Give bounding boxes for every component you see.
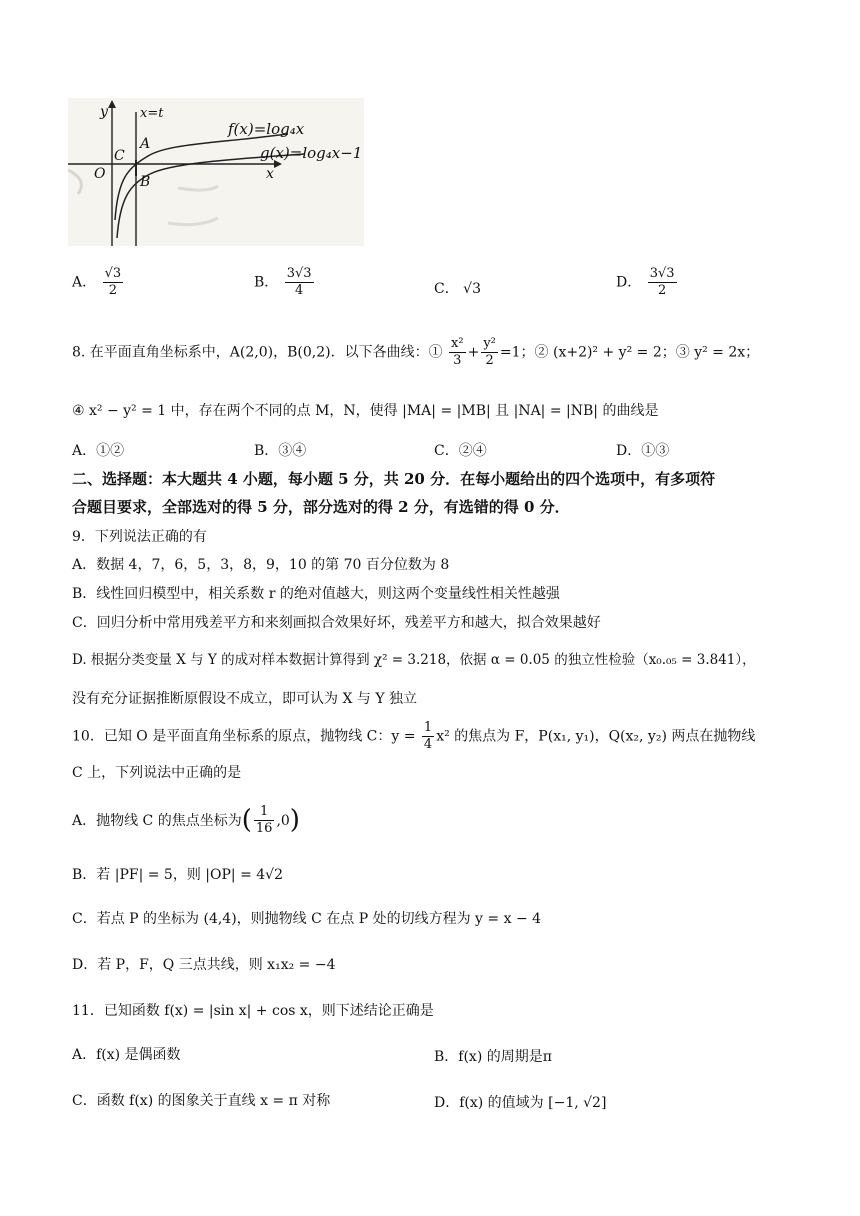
numerator: y² [483, 336, 496, 351]
q8-stem-line1: 8. 在平面直角坐标系中，A(2,0)，B(0,2)．以下各曲线：① $\frac{\text{x²}}{3}$ + $\frac{\text{y²}}{2}$ =1；② (x+2)² + y² = 2；③ y² = 2x； [72, 336, 760, 368]
q7-option-a [72, 266, 125, 299]
fraction [449, 336, 466, 369]
fraction [481, 336, 498, 369]
fraction [285, 266, 314, 299]
denominator: 4 [423, 737, 433, 752]
q7-option-d [616, 266, 679, 299]
numerator: 1 [254, 804, 275, 821]
q8-option-d: D．①③ [616, 443, 670, 459]
option-label: A． [72, 274, 97, 291]
q10-a-tail: ,0 [276, 812, 290, 829]
q9-option-c: C．回归分析中常用残差平方和来刻画拟合效果好坏，残差平方和越大，拟合效果越好 [72, 615, 601, 631]
denominator: 2 [108, 283, 117, 298]
q8-option-b: B．③④ [254, 443, 307, 459]
q7-option-b [254, 266, 316, 299]
section2-heading-line2: 合题目要求，全部选对的得 5 分，部分选对的得 2 分，有选错的得 0 分． [72, 498, 570, 516]
q11-option-d: D．f(x) 的值域为 [−1, √2] [434, 1095, 607, 1111]
q11-option-b: B．f(x) 的周期是π [434, 1049, 552, 1065]
q11-option-c: C．函数 f(x) 的图象关于直线 x = π 对称 [72, 1093, 331, 1109]
label-g: g(x)=log₄x−1 [260, 144, 363, 162]
q11-option-a: A．f(x) 是偶函数 [72, 1047, 181, 1063]
q10-option-d: D．若 P，F，Q 三点共线，则 x₁x₂ = −4 [72, 957, 336, 973]
denominator: 2 [657, 283, 667, 298]
q10-option-c: C．若点 P 的坐标为 (4,4)，则抛物线 C 在点 P 处的切线方程为 y = x − 4 [72, 911, 542, 927]
q9-option-d-line2: 没有充分证据推断原假设不成立，即可认为 X 与 Y 独立 [72, 691, 418, 707]
label-x: x [266, 166, 274, 182]
label-y: y [100, 104, 108, 120]
q8-stem-line2: ④ x² − y² = 1 中，存在两个不同的点 M，N，使得 |MA| = |MB| 且 |NA| = |NB| 的曲线是 [72, 403, 659, 419]
numerator: 3√3 [649, 266, 675, 281]
q10-option-a [72, 804, 300, 838]
option-label: B． [254, 274, 279, 291]
q9-option-a: A．数据 4，7，6，5，3，8，9，10 的第 70 百分位数为 8 [72, 557, 450, 573]
denominator: 3 [453, 353, 462, 368]
denominator: 16 [255, 821, 273, 837]
q9-stem: 9．下列说法正确的有 [72, 529, 207, 545]
option-text: √3 [463, 281, 481, 297]
q8-option-a: A．①② [72, 443, 125, 459]
section2-heading-line1: 二、选择题：本大题共 4 小题，每小题 5 分，共 20 分．在每小题给出的四个选项中，有多项符 [72, 470, 716, 488]
q11-stem: 11．已知函数 f(x) = |sin x| + cos x，则下述结论正确是 [72, 1003, 434, 1019]
log-function-figure [68, 98, 364, 246]
q10-stem-line1 [72, 720, 755, 753]
graph-svg [68, 98, 364, 246]
numerator: 1 [423, 720, 433, 735]
denominator: 4 [295, 283, 304, 298]
q9-option-b: B．线性回归模型中，相关系数 r 的绝对值越大，则这两个变量线性相关性越强 [72, 586, 560, 602]
label-A: A [140, 136, 151, 152]
q10-stem-line2: C 上，下列说法中正确的是 [72, 765, 242, 781]
numerator: x² [451, 336, 464, 351]
q8-text: 8. 在平面直角坐标系中，A(2,0)，B(0,2)．以下各曲线：① [72, 344, 443, 361]
label-O: O [94, 166, 106, 182]
fraction [254, 804, 275, 837]
option-label: C． [434, 281, 459, 297]
q10-text-a: 10．已知 O 是平面直角坐标系的原点，抛物线 C：y = [72, 728, 416, 745]
q10-option-b: B．若 |PF| = 5，则 |OP| = 4√2 [72, 867, 283, 883]
paren-right: ) [289, 805, 300, 835]
denominator: 2 [485, 353, 494, 368]
q10-text-b: x² 的焦点为 F，P(x₁, y₁)，Q(x₂, y₂) 两点在抛物线 [436, 728, 756, 745]
q8-option-c: C．②④ [434, 443, 487, 459]
label-x-equals-t: x=t [140, 106, 164, 121]
numerator: 3√3 [286, 266, 312, 281]
q9-option-d-line1: D. 根据分类变量 X 与 Y 的成对样本数据计算得到 χ² = 3.218，依据 α = 0.05 的独立性检验（x₀.₀₅ = 3.841）， [72, 652, 756, 668]
fraction [103, 266, 124, 299]
fraction [422, 720, 434, 753]
label-C: C [114, 148, 125, 164]
numerator: √3 [104, 266, 122, 281]
paren-left: ( [241, 805, 252, 835]
q10-a-text: A．抛物线 C 的焦点坐标为 [72, 812, 242, 829]
label-f: f(x)=log₄x [228, 120, 305, 138]
q8-text-tail: =1；② (x+2)² + y² = 2；③ y² = 2x； [499, 344, 760, 361]
label-B: B [140, 174, 151, 190]
fraction [648, 266, 677, 299]
q7-option-c [434, 278, 481, 298]
option-label: D． [616, 274, 642, 291]
